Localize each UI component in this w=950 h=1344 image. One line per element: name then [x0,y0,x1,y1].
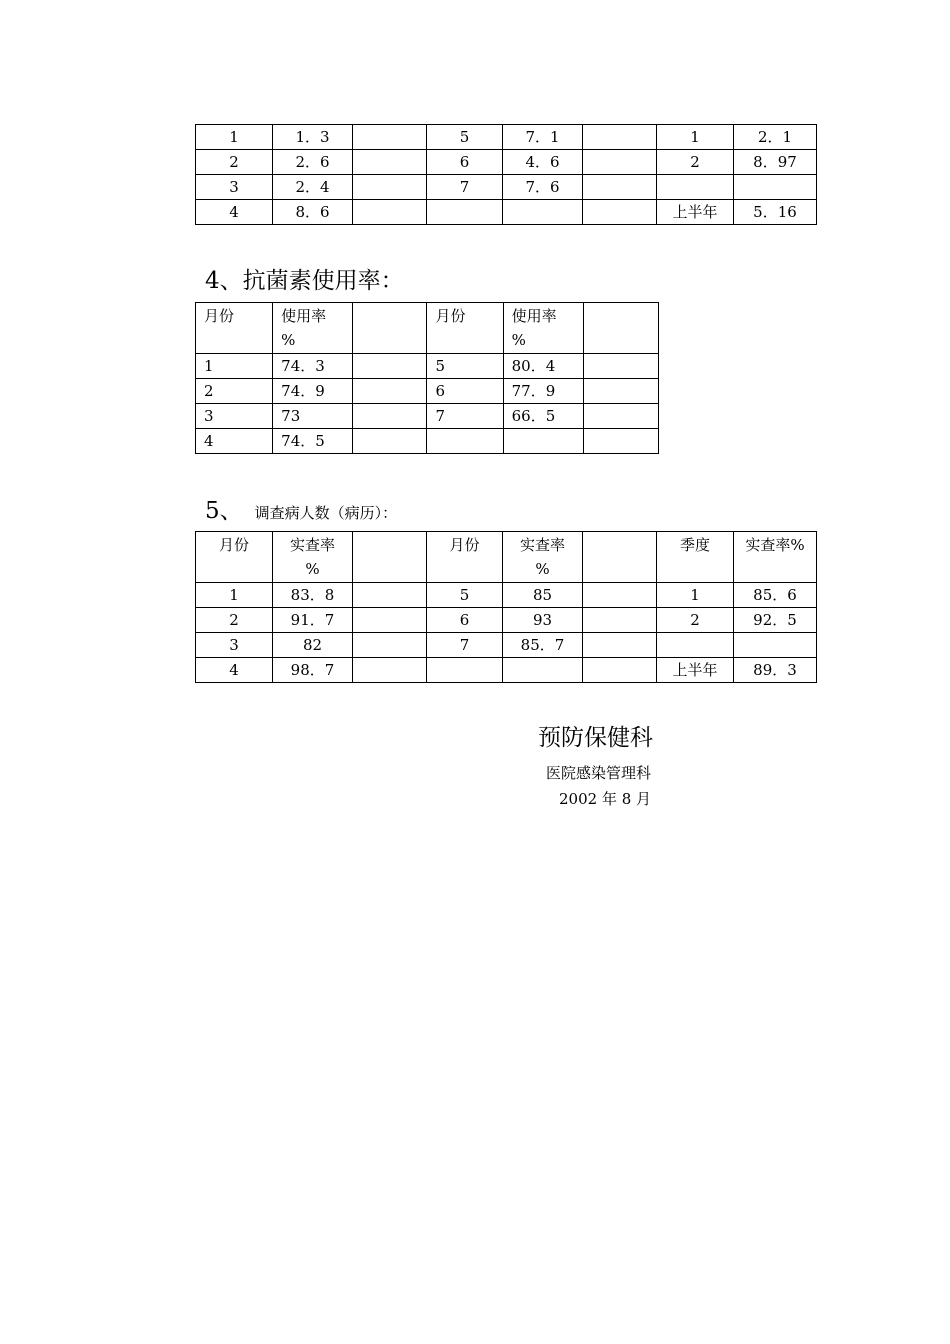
table-cell [353,633,427,658]
table-cell: 83．8 [273,583,353,608]
table-cell [353,429,427,454]
table-cell: 3 [196,175,273,200]
table-cell [353,379,427,404]
infection-rate-table [195,124,817,225]
table-cell [503,429,583,454]
table-cell: 1 [196,125,273,150]
table-cell: 7．6 [503,175,583,200]
table-cell: 2 [196,379,273,404]
table-row [196,379,659,404]
table-cell: 2 [657,150,734,175]
patient-survey-table [195,531,817,683]
table-header-cell [583,532,657,583]
table-cell [583,354,658,379]
table-cell [583,608,657,633]
table-cell [427,200,503,225]
signature-department: 预防保健科 [538,725,653,751]
table-header-cell: 实查率 % [503,532,583,583]
table-header-row [196,532,817,583]
table-cell: 2．6 [273,150,353,175]
table-row [196,583,817,608]
table-cell: 1 [196,583,273,608]
table-row [196,175,817,200]
table-header-cell: 月份 [196,532,273,583]
table-cell: 4 [196,429,273,454]
table-row [196,404,659,429]
table-header-cell: 使用率 % [273,303,353,354]
table-cell: 93 [503,608,583,633]
table-header-row [196,303,659,354]
table-cell: 上半年 [657,200,734,225]
table-cell: 2 [196,150,273,175]
table-header-cell: 月份 [427,303,503,354]
table-cell: 85．6 [734,583,817,608]
table-cell [583,658,657,683]
table-cell: 1 [657,583,734,608]
table-cell: 7．1 [503,125,583,150]
table-cell: 8．6 [273,200,353,225]
table-cell: 8．97 [734,150,817,175]
table-cell: 89．3 [734,658,817,683]
table-cell: 82 [273,633,353,658]
table-cell: 1 [657,125,734,150]
table-cell: 1 [196,354,273,379]
table-row [196,200,817,225]
table-header-cell: 月份 [196,303,273,354]
table-cell [353,608,427,633]
table-cell: 5 [427,354,503,379]
table-cell [427,429,503,454]
table-cell: 5 [427,583,503,608]
section-5-number: 5、 [205,498,243,524]
table-cell: 7 [427,175,503,200]
table-cell: 6 [427,608,503,633]
table-cell [353,404,427,429]
table-cell [583,633,657,658]
table-header-cell [583,303,658,354]
table-cell: 6 [427,379,503,404]
table-cell [353,125,427,150]
table-cell: 2．1 [734,125,817,150]
table-cell: 2．4 [273,175,353,200]
table-cell: 74．5 [273,429,353,454]
table-cell: 2 [196,608,273,633]
table-cell: 74．3 [273,354,353,379]
table-cell: 5．16 [734,200,817,225]
table-row [196,150,817,175]
table-cell: 85 [503,583,583,608]
table-cell [353,175,427,200]
table-cell [583,200,657,225]
table-row [196,633,817,658]
table-cell: 上半年 [657,658,734,683]
table-cell [583,404,658,429]
table-header-cell: 季度 [657,532,734,583]
table-cell: 73 [273,404,353,429]
table-cell: 1．3 [273,125,353,150]
table-cell: 91．7 [273,608,353,633]
section-4-heading: 4、抗菌素使用率： [205,268,404,294]
table-header-cell [353,303,427,354]
table-cell [503,200,583,225]
antibiotic-usage-table [195,302,659,454]
table-cell [503,658,583,683]
table-cell [427,658,503,683]
table-cell: 4 [196,200,273,225]
table-cell: 66．5 [503,404,583,429]
table-cell: 98．7 [273,658,353,683]
signature-date: 2002 年 8 月 [559,790,652,808]
table-cell: 3 [196,404,273,429]
table-cell [583,125,657,150]
table-cell [657,633,734,658]
table-cell: 4．6 [503,150,583,175]
table-cell [583,175,657,200]
table-header-cell: 使用率 % [503,303,583,354]
table-header-cell: 实查率 % [273,532,353,583]
table-cell: 80．4 [503,354,583,379]
table-cell [583,583,657,608]
table-row [196,125,817,150]
table-cell: 4 [196,658,273,683]
table-cell [353,583,427,608]
table-cell [353,200,427,225]
table-cell [657,175,734,200]
table-cell: 2 [657,608,734,633]
signature-office: 医院感染管理科 [546,764,652,782]
table-header-cell [353,532,427,583]
section-5-title: 调查病人数（病历）： [254,504,398,522]
table-cell: 74．9 [273,379,353,404]
table-cell [734,633,817,658]
table-row [196,658,817,683]
table-cell [583,379,658,404]
table-cell: 7 [427,404,503,429]
table-cell [353,354,427,379]
table-cell: 85．7 [503,633,583,658]
table-row [196,429,659,454]
table-cell [353,658,427,683]
table-cell: 7 [427,633,503,658]
table-cell [734,175,817,200]
table-header-cell: 实查率% [734,532,817,583]
table-row [196,354,659,379]
table-cell [353,150,427,175]
table-cell: 92．5 [734,608,817,633]
table-cell [583,429,658,454]
section-5-heading [205,492,397,525]
table-cell: 6 [427,150,503,175]
table-cell: 3 [196,633,273,658]
table-cell: 5 [427,125,503,150]
table-header-cell: 月份 [427,532,503,583]
table-cell [583,150,657,175]
table-cell: 77．9 [503,379,583,404]
table-row [196,608,817,633]
